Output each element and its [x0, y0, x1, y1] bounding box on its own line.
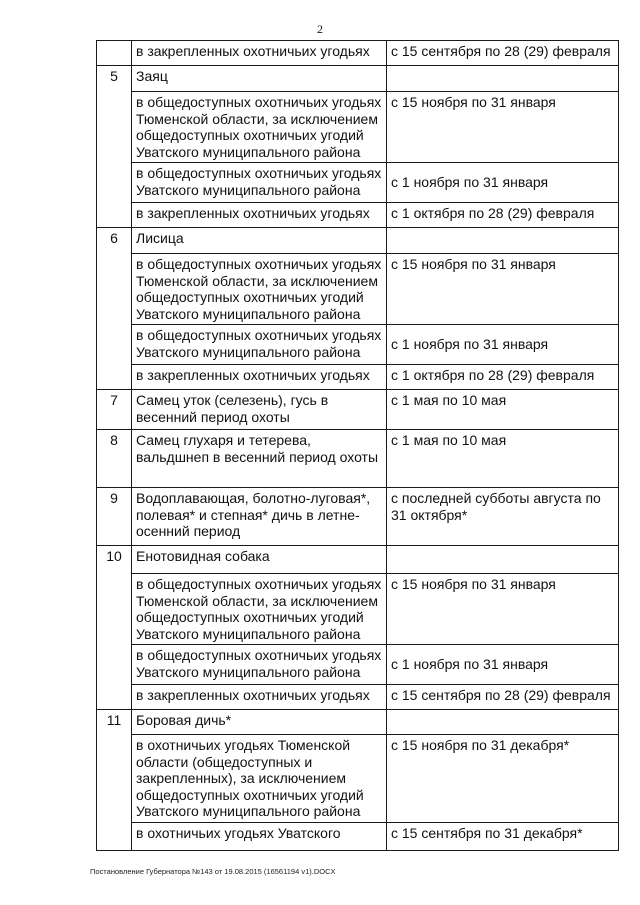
row-description: в закрепленных охотничьих угодьях	[132, 685, 387, 710]
row-period	[387, 66, 619, 92]
row-number: 9	[97, 488, 132, 546]
row-description: в закрепленных охотничьих угодьях	[132, 203, 387, 228]
row-number: 7	[97, 390, 132, 430]
row-number	[97, 203, 132, 228]
row-period: с последней субботы августа по 31 октября*	[387, 488, 619, 546]
table-row	[97, 254, 619, 325]
table-row	[97, 488, 619, 546]
row-description: Заяц	[132, 66, 387, 92]
row-number: 10	[97, 546, 132, 574]
row-description: в общедоступных охотничьих угодьях Тюменской области, за исключением общедоступных охотничьих угодий Уватского муниципального района	[132, 254, 387, 325]
row-description: в общедоступных охотничьих угодьях Уватского муниципального района	[132, 645, 387, 685]
row-description: в общедоступных охотничьих угодьях Тюменской области, за исключением общедоступных охотничьих угодий Уватского муниципального района	[132, 574, 387, 645]
table-row	[97, 735, 619, 823]
table-row	[97, 203, 619, 228]
row-number: 11	[97, 710, 132, 735]
table-row	[97, 430, 619, 488]
row-period: с 15 сентября по 28 (29) февраля	[387, 41, 619, 66]
table-row	[97, 92, 619, 163]
row-description: Самец уток (селезень), гусь в весенний период охоты	[132, 390, 387, 430]
table-row	[97, 41, 619, 66]
row-number	[97, 735, 132, 823]
row-period: с 1 октября по 28 (29) февраля	[387, 365, 619, 390]
row-number: 5	[97, 66, 132, 92]
row-period: с 1 мая по 10 мая	[387, 390, 619, 430]
row-number: 6	[97, 228, 132, 254]
row-description: Енотовидная собака	[132, 546, 387, 574]
table-row	[97, 710, 619, 735]
table-row	[97, 228, 619, 254]
table-row	[97, 365, 619, 390]
row-description: в общедоступных охотничьих угодьях Уватского муниципального района	[132, 325, 387, 365]
table-row	[97, 645, 619, 685]
table-row	[97, 163, 619, 203]
row-period: с 1 ноября по 31 января	[387, 645, 619, 685]
row-number	[97, 365, 132, 390]
row-description: в закрепленных охотничьих угодьях	[132, 41, 387, 66]
row-period: с 15 ноября по 31 декабря*	[387, 735, 619, 823]
row-period	[387, 710, 619, 735]
row-number	[97, 645, 132, 685]
row-number	[97, 163, 132, 203]
row-description: в общедоступных охотничьих угодьях Уватского муниципального района	[132, 163, 387, 203]
row-description: Водоплавающая, болотно-луговая*, полевая* и степная* дичь в летне-осенний период	[132, 488, 387, 546]
row-period: с 1 мая по 10 мая	[387, 430, 619, 488]
row-period: с 15 ноября по 31 января	[387, 574, 619, 645]
row-number	[97, 92, 132, 163]
table-row	[97, 822, 619, 850]
row-description: в охотничьих угодьях Тюменской области (общедоступных и закрепленных), за исключением общедоступных охотничьих угодий Уватского муниципального района	[132, 735, 387, 823]
row-description: Боровая дичь*	[132, 710, 387, 735]
row-description: в закрепленных охотничьих угодьях	[132, 365, 387, 390]
row-description: Самец глухаря и тетерева, вальдшнеп в весенний период охоты	[132, 430, 387, 488]
table-row	[97, 546, 619, 574]
table-row	[97, 574, 619, 645]
row-number	[97, 325, 132, 365]
row-period: с 1 ноября по 31 января	[387, 163, 619, 203]
row-period: с 1 ноября по 31 января	[387, 325, 619, 365]
row-number	[97, 254, 132, 325]
row-description: в общедоступных охотничьих угодьях Тюменской области, за исключением общедоступных охотничьих угодий Уватского муниципального района	[132, 92, 387, 163]
document-footer: Постановление Губернатора №143 от 19.08.2015 (16561194 v1).DOCX	[90, 867, 336, 876]
table-row	[97, 390, 619, 430]
row-period	[387, 546, 619, 574]
row-period: с 15 ноября по 31 января	[387, 254, 619, 325]
table-row	[97, 685, 619, 710]
table-row	[97, 325, 619, 365]
row-number	[97, 41, 132, 66]
row-period: с 15 ноября по 31 января	[387, 92, 619, 163]
row-number	[97, 685, 132, 710]
row-number	[97, 574, 132, 645]
page-number: 2	[317, 22, 323, 36]
row-period: с 15 сентября по 28 (29) февраля	[387, 685, 619, 710]
table-row	[97, 66, 619, 92]
row-description: в охотничьих угодьях Уватского	[132, 822, 387, 850]
row-number	[97, 822, 132, 850]
row-number: 8	[97, 430, 132, 488]
row-period: с 1 октября по 28 (29) февраля	[387, 203, 619, 228]
row-period: с 15 сентября по 31 декабря*	[387, 822, 619, 850]
row-description: Лисица	[132, 228, 387, 254]
hunting-periods-table	[96, 40, 619, 851]
row-period	[387, 228, 619, 254]
